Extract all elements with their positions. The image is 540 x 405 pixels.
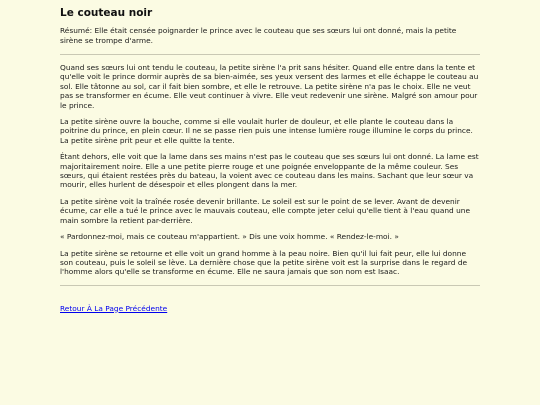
bottom-divider <box>60 285 480 286</box>
story-title: Le couteau noir <box>60 7 153 19</box>
story-paragraph: « Pardonnez-moi, mais ce couteau m'appartient. » Dis une voix homme. « Rendez-le-moi. » <box>60 232 399 242</box>
story-paragraph: Quand ses sœurs lui ont tendu le couteau, la petite sirène l'a prit sans hésiter. Quand elle entre dans la tente et qu'elle voit le prince dormir auprès de sa bien-aimée, ses yeux versent des larmes et elle échappe le couteau au sol. Elle tâtonne au sol, car il fait bien sombre, et elle le retrouve. La petite sirène n'a pas le choix. Elle ne veut pas se transformer en écume. Elle veut continuer à vivre. Elle veut redevenir une sirène. Malgré son amour pour le prince. <box>60 63 479 110</box>
story-body <box>60 63 480 277</box>
back-link[interactable]: Retour À La Page Précédente <box>60 303 168 313</box>
top-divider <box>60 54 480 55</box>
story-paragraph: La petite sirène voit la traînée rosée devenir brillante. Le soleil est sur le point de se lever. Avant de devenir écume, car elle a tué le prince avec le mauvais couteau, elle compte jeter celui qu'elle tient à l'eau quand une main sombre la retient par-derrière. <box>60 196 471 225</box>
story-paragraph: La petite sirène se retourne et elle voit un grand homme à la peau noire. Bien qu'il lui fait peur, elle lui donne son couteau, puis le soleil se lève. La dernière chose que la petite sirène voit est la surprise dans le regard de l'homme alors qu'elle se transforme en écume. Elle ne saura jamais que son nom est Isaac. <box>60 248 468 277</box>
story-paragraph: Étant dehors, elle voit que la lame dans ses mains n'est pas le couteau que ses sœurs lui ont donné. La lame est majoritairement noire. Elle a une petite pierre rouge et une poignée enveloppante de la même couleur. Ses sœurs, qui étaient restées près du bateau, la voient avec ce couteau dans les mains. Sachant que leur sœur va mourir, elles hurlent de désespoir et elles plongent dans la mer. <box>60 152 479 190</box>
story-summary: Résumé: Elle était censée poignarder le prince avec le couteau que ses sœurs lui ont donné, mais la petite sirène se trompe d'arme. <box>60 26 457 45</box>
story-paragraph: La petite sirène ouvre la bouche, comme si elle voulait hurler de douleur, et elle plante le couteau dans la poitrine du prince, en plein cœur. Il ne se passe rien puis une intense lumière rouge illumine le corps du prince. La petite sirène prit peur et elle quitte la tente. <box>60 117 473 145</box>
